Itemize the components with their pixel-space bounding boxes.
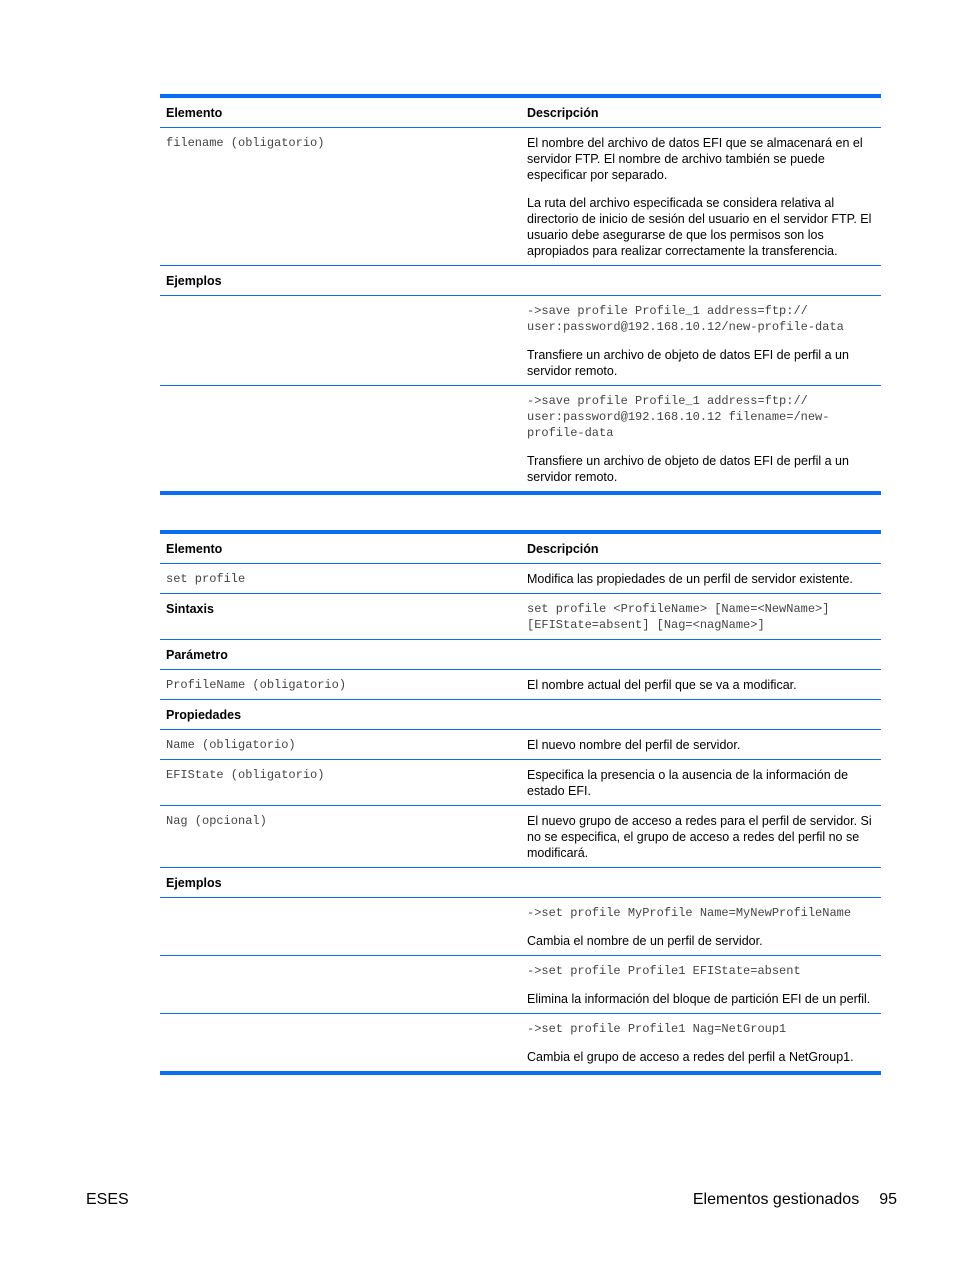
item-profilename: ProfileName (obligatorio) (166, 678, 347, 692)
table-row (160, 265, 881, 295)
filename-path-note: La ruta del archivo especificada se considera relativa al directorio de inicio de sesión del usuario en el servidor FTP. El usuario debe asegurarse de que los permisos son los apropiados para realizar correctamente la transferencia. (527, 196, 872, 258)
header-elemento: Elemento (166, 542, 223, 556)
example-code: ->save profile Profile_1 address=ftp:// user:password@192.168.10.12/new-profile-data (527, 304, 844, 334)
item-filename: filename (obligatorio) (166, 136, 325, 150)
table-row (160, 385, 881, 491)
table-row (160, 128, 881, 265)
item-nag: Nag (opcional) (166, 814, 267, 828)
filename-description: El nombre del archivo de datos EFI que se almacenará en el servidor FTP. El nombre de archivo también se puede especificar por separado. (527, 136, 863, 182)
table-row (160, 729, 881, 759)
example-description: Elimina la información del bloque de partición EFI de un perfil. (527, 992, 871, 1006)
table-header-row (160, 98, 881, 128)
example-description: Cambia el nombre de un perfil de servidor. (527, 934, 763, 948)
profilename-description: El nombre actual del perfil que se va a modificar. (527, 678, 797, 692)
example-description: Transfiere un archivo de objeto de datos EFI de perfil a un servidor remoto. (527, 348, 849, 378)
save-profile-table (160, 94, 881, 495)
properties-label: Propiedades (166, 708, 242, 722)
footer-section-title: Elementos gestionados (692, 1191, 860, 1208)
header-descripcion: Descripción (527, 542, 599, 556)
parameter-label: Parámetro (166, 648, 228, 662)
example-code: ->set profile MyProfile Name=MyNewProfileName (527, 906, 852, 920)
item-name: Name (obligatorio) (166, 738, 296, 752)
example-description: Cambia el grupo de acceso a redes del perfil a NetGroup1. (527, 1050, 854, 1064)
example-code: ->save profile Profile_1 address=ftp:// user:password@192.168.10.12 filename=/new- profile-data (527, 394, 830, 440)
example-description: Transfiere un archivo de objeto de datos EFI de perfil a un servidor remoto. (527, 454, 849, 484)
table-row (160, 805, 881, 867)
table-row (160, 955, 881, 1013)
header-descripcion: Descripción (527, 106, 599, 120)
table-row (160, 867, 881, 897)
set-profile-table (160, 530, 881, 1075)
table-row (160, 564, 881, 593)
example-code: ->set profile Profile1 Nag=NetGroup1 (527, 1022, 787, 1036)
name-description: El nuevo nombre del perfil de servidor. (527, 738, 741, 752)
nag-description: El nuevo grupo de acceso a redes para el perfil de servidor. Si no se especifica, el grupo de acceso a redes del perfil no se modificará. (527, 814, 872, 860)
footer-section (693, 1191, 897, 1209)
page-number: 95 (879, 1191, 897, 1208)
item-set-profile: set profile (166, 572, 246, 586)
set-profile-description: Modifica las propiedades de un perfil de servidor existente. (527, 572, 853, 586)
syntax-label: Sintaxis (166, 602, 214, 616)
efistate-description: Especifica la presencia o la ausencia de la información de estado EFI. (527, 768, 849, 798)
footer-locale: ESES (86, 1191, 129, 1208)
table-row (160, 1013, 881, 1071)
table-row (160, 295, 881, 385)
table-row (160, 639, 881, 669)
table-row (160, 897, 881, 955)
table-row (160, 699, 881, 729)
table-header-row (160, 534, 881, 564)
syntax-code: set profile <ProfileName> [Name=<NewName>] [EFIState=absent] [Nag=<nagName>] (527, 602, 830, 632)
item-efistate: EFIState (obligatorio) (166, 768, 325, 782)
table-row (160, 593, 881, 639)
header-elemento: Elemento (166, 106, 223, 120)
table-row (160, 669, 881, 699)
examples-label: Ejemplos (166, 274, 222, 288)
example-code: ->set profile Profile1 EFIState=absent (527, 964, 801, 978)
table-row (160, 759, 881, 805)
examples-label: Ejemplos (166, 876, 222, 890)
